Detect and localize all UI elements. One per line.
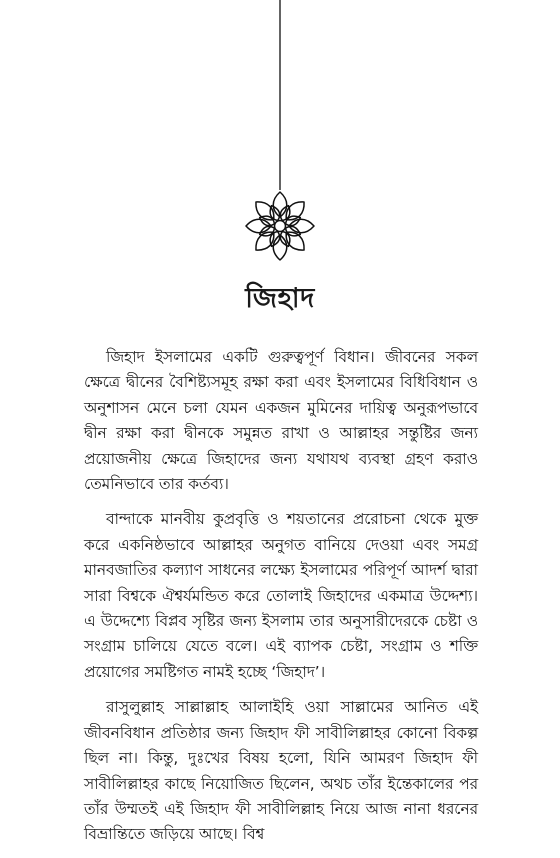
body-paragraph-3: রাসুলুল্লাহ সাল্লাল্লাহ আলাইহি ওয়া সাল্লামের আনিত এই জীবনবিধান প্রতিষ্ঠার জন্য জিহাদ ফী সাবীলিল্লাহর কোনো বিকল্প ছিল না। কিন্তু, দুঃখের বিষয় হলো, যিনি আমরণ জিহাদ ফী সাবীলিল্লাহর কাছে নিয়োজিত ছিলেন, অথচ তাঁর ইন্তেকালের পর তাঁর উম্মতই এই জিহাদ ফী সাবীলিল্লাহ নিয়ে আজ নানা ধরনের বিভ্রান্তিতে জড়িয়ে আছে। বিশ্ব (84, 698, 478, 844)
chapter-title: জিহাদ (245, 283, 315, 314)
chapter-ornament (0, 0, 560, 270)
body-paragraph-2: বান্দাকে মানবীয় কুপ্রবৃত্তি ও শয়তানের প্ররোচনা থেকে মুক্ত করে একনিষ্ঠভাবে আল্লাহর অনুগত বানিয়ে দেওয়া এবং সমগ্র মানবজাতির কল্যাণ সাধনের লক্ষ্যে ইসলামের পরিপূর্ণ আদর্শ দ্বারা সারা বিশ্বকে ঐশ্বর্যমন্ডিত করে তোলাই জিহাদের একমাত্র উদ্দেশ্য। এ উদ্দেশ্যে বিপ্লব সৃষ্টির জন্য ইসলাম তার অনুসারীদেরকে চেষ্টা ও সংগ্রাম চালিয়ে যেতে বলে। এই ব্যাপক চেষ্টা, সংগ্রাম ও শক্তি প্রয়োগের সমষ্টিগত নামই হচ্ছে ‘জিহাদ’। (84, 510, 478, 681)
body-paragraph-1: জিহাদ ইসলামের একটি গুরুত্বপূর্ণ বিধান। জীবনের সকল ক্ষেত্রে দ্বীনের বৈশিষ্ট্যসমূহ রক্ষা করা এবং ইসলামের বিধিবিধান ও অনুশাসন মেনে চলা যেমন একজন মুমিনের দায়িত্ব অনুরূপভাবে দ্বীন রক্ষা করা দ্বীনকে সমুন্নত রাখা ও আল্লাহর সন্তুষ্টির জন্য প্রয়োজনীয় ক্ষেত্রে জিহাদের জন্য যথাযথ ব্যবস্থা গ্রহণ করাও তেমনিভাবে তার কর্তব্য। (84, 348, 478, 494)
lotus-flower-icon (246, 192, 314, 260)
chapter-body (84, 345, 478, 858)
